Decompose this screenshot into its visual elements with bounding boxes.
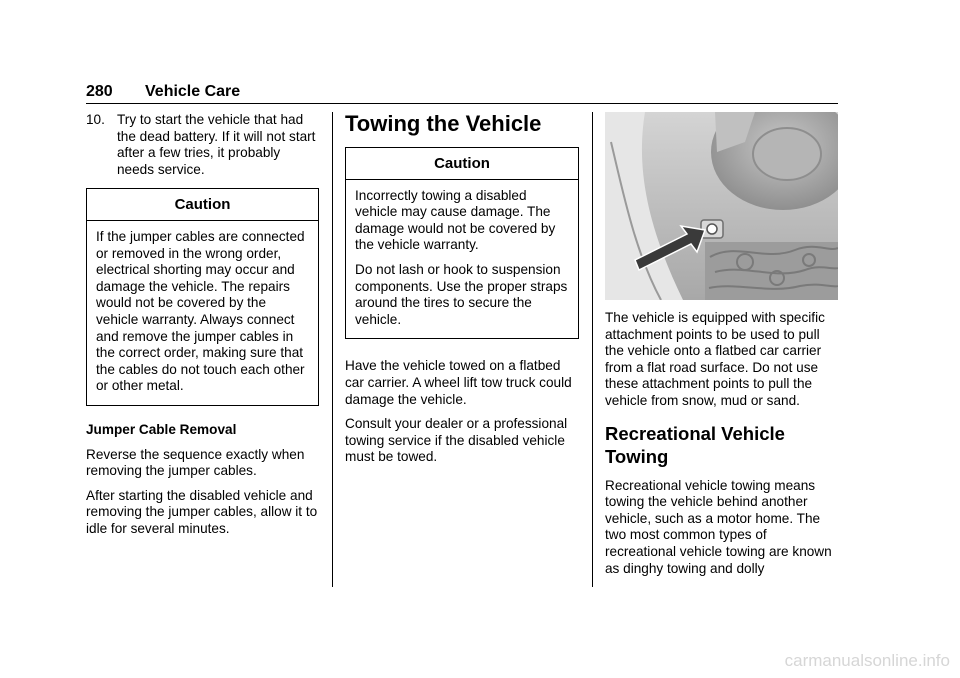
column-divider-2 — [592, 112, 593, 587]
column-divider-1 — [332, 112, 333, 587]
caution-text: Do not lash or hook to suspension components. Use the proper straps around the tires to secure the vehicle. — [355, 261, 568, 327]
paragraph: Consult your dealer or a professional towing service if the disabled vehicle must be towed. — [345, 416, 568, 465]
step-number: 10. — [86, 112, 105, 127]
paragraph: Have the vehicle towed on a flatbed car carrier. A wheel lift tow truck could damage the vehicle. — [345, 358, 572, 407]
heading-recreational-vehicle-towing: Recreational Vehicle Towing — [605, 422, 785, 467]
caution-title: Caution — [87, 189, 318, 221]
numbered-step — [86, 112, 319, 178]
header-rule — [86, 103, 838, 104]
page-header — [86, 83, 838, 103]
heading-towing-the-vehicle: Towing the Vehicle — [345, 111, 542, 136]
caution-title: Caution — [346, 148, 578, 180]
caution-text: If the jumper cables are connected or removed in the wrong order, electrical shorting may occur and damage the vehicle. The repairs would not be covered by the vehicle warranty. Always connect and remove the jumper cables in the correct order, making sure that the cables do not touch each other or other metal. — [96, 228, 305, 394]
section-title: Vehicle Care — [145, 83, 241, 100]
caution-box-jumper — [86, 188, 319, 406]
caution-text: Incorrectly towing a disabled vehicle may cause damage. The damage would not be covered by the vehicle warranty. — [355, 187, 556, 253]
tow-attachment-point-illustration — [605, 112, 838, 300]
column-3 — [605, 112, 838, 585]
caution-body — [87, 221, 318, 405]
caution-body — [346, 180, 578, 339]
column-2 — [345, 111, 579, 474]
paragraph: Reverse the sequence exactly when removing the jumper cables. — [86, 446, 305, 479]
column-1 — [86, 112, 319, 545]
paragraph: After starting the disabled vehicle and removing the jumper cables, allow it to idle for several minutes. — [86, 487, 318, 536]
subheading-jumper-cable-removal: Jumper Cable Removal — [86, 421, 237, 437]
page-number: 280 — [86, 83, 113, 100]
watermark: carmanualsonline.info — [784, 651, 950, 670]
caution-box-towing — [345, 147, 579, 339]
step-text: Try to start the vehicle that had the dead battery. If it will not start after a few tries, it probably needs service. — [117, 112, 316, 177]
paragraph: Recreational vehicle towing means towing the vehicle behind another vehicle, such as a motor home. The two most common types of recreational vehicle towing are known as dinghy towing and dolly — [605, 477, 832, 576]
paragraph: The vehicle is equipped with specific attachment points to be used to pull the vehicle onto a flatbed car carrier from a flat road surface. Do not use these attachment points to pull the vehicle from snow, mud or sand. — [605, 310, 825, 408]
